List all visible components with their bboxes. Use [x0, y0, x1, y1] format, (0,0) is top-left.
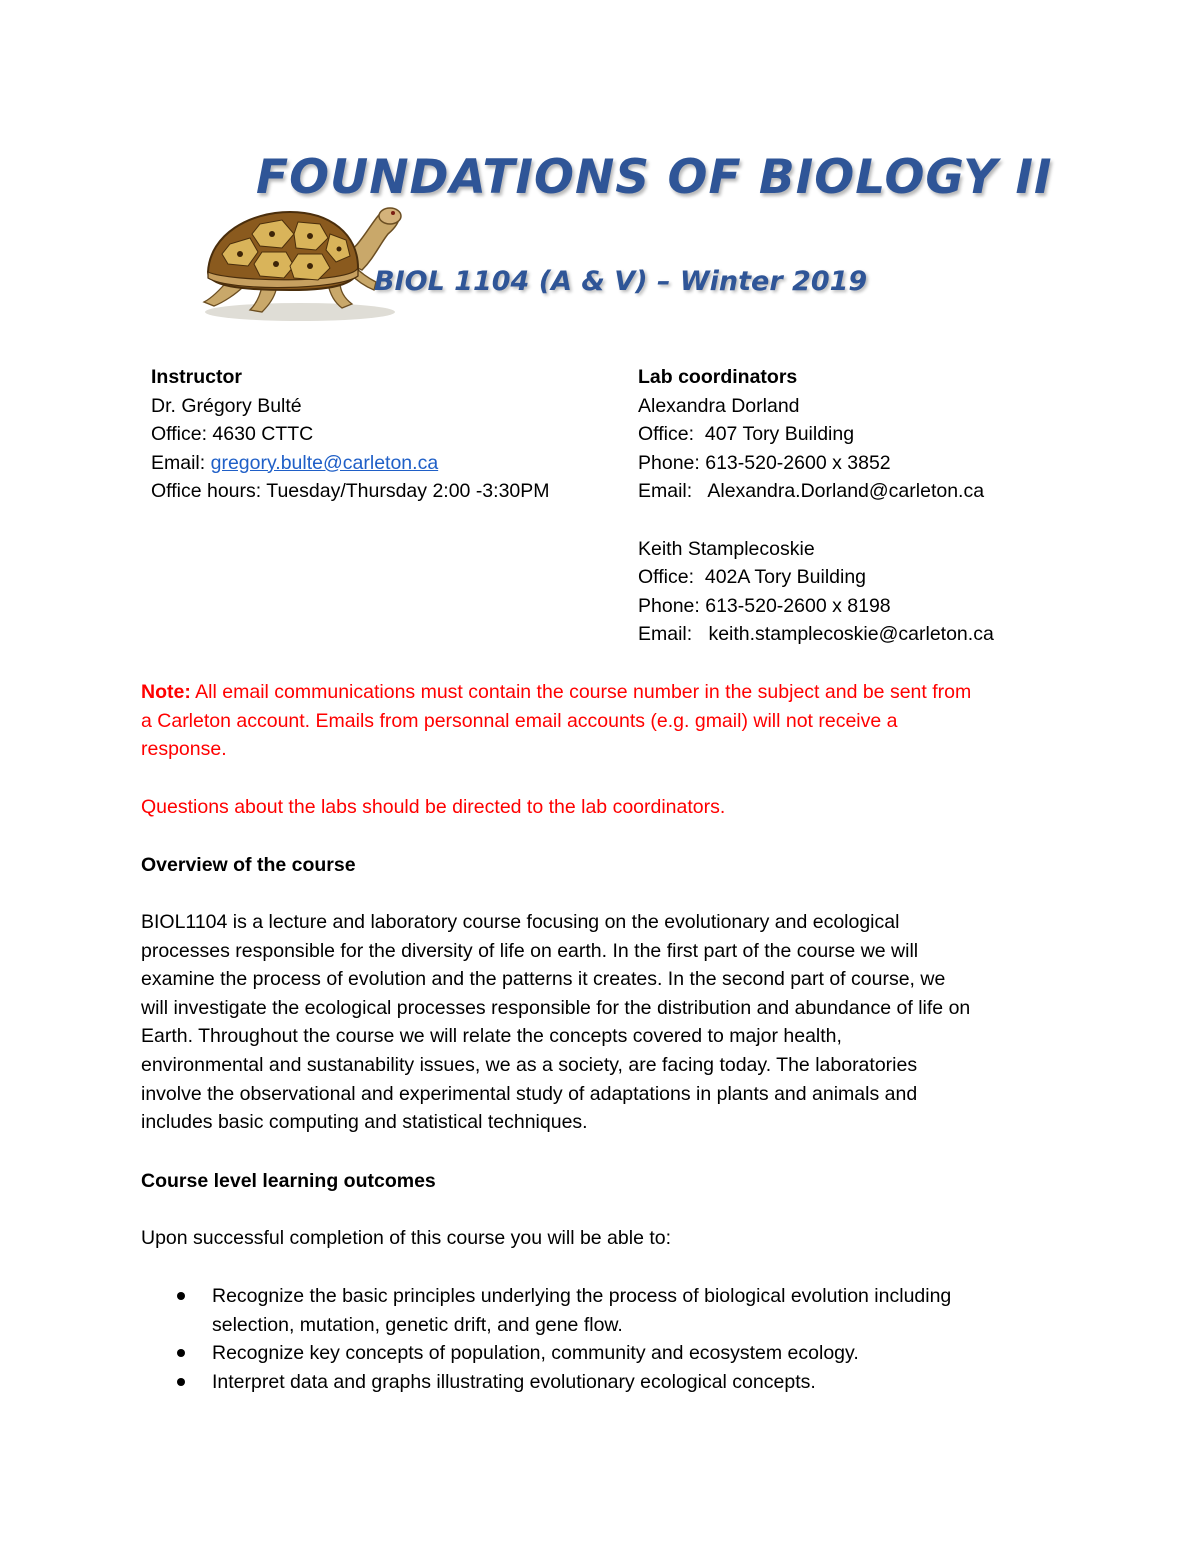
paragraph-line: involve the observational and experimental study of adaptations in plants and animals and [141, 1082, 918, 1105]
instructor-email-link[interactable]: gregory.bulte@carleton.ca [210, 451, 439, 474]
coordinator-phone-label: Phone: [638, 451, 700, 474]
coordinator-card [638, 392, 1098, 506]
note-label: Note: [141, 681, 191, 703]
outcomes-list [141, 1282, 1081, 1396]
bullet-icon [177, 1349, 185, 1357]
instructor-name: Dr. Grégory Bulté [151, 394, 302, 417]
coordinator-office-label: Office: [638, 423, 694, 446]
spacer [638, 506, 1098, 535]
note-text: All email communications must contain the course number in the subject and be sent from [190, 681, 972, 703]
course-banner-subtitle: BIOL 1104 (A & V) – Winter 2019 [374, 266, 868, 297]
overview-heading: Overview of the course [141, 854, 356, 876]
instructor-office-hours: Office hours: Tuesday/Thursday 2:00 -3:30PM [151, 480, 550, 503]
instructor-email-row [151, 449, 611, 478]
bullet-icon [177, 1292, 185, 1300]
coordinator-email[interactable]: keith.stamplecoskie@carleton.ca [708, 623, 994, 646]
coordinator-name: Alexandra Dorland [638, 394, 800, 417]
outcomes-intro: Upon successful completion of this course you will be able to: [141, 1227, 672, 1249]
paragraph-line: will investigate the ecological processes responsible for the distribution and abundance of life on [141, 996, 971, 1019]
coordinator-phone-label: Phone: [638, 594, 700, 617]
paragraph-line: environmental and sustanability issues, we as a society, are facing today. The laboratories [141, 1053, 918, 1076]
coordinator-name: Keith Stamplecoskie [638, 537, 815, 560]
lab-coordinators-block [638, 363, 1098, 649]
coordinator-office-row [638, 563, 1098, 592]
lab-coordinators-heading: Lab coordinators [638, 366, 798, 388]
coordinator-office: 402A Tory Building [704, 566, 867, 589]
paragraph-line: examine the process of evolution and the patterns it creates. In the second part of course, we [141, 968, 946, 991]
list-item [141, 1282, 1081, 1339]
coordinator-email-row [638, 620, 1098, 649]
lab-questions-note: Questions about the labs should be directed to the lab coordinators. [141, 796, 726, 818]
coordinator-phone: 613-520-2600 x 3852 [705, 451, 891, 474]
coordinator-phone-row [638, 592, 1098, 621]
note-line: a Carleton account. Emails from personnal email accounts (e.g. gmail) will not receive a [141, 709, 898, 732]
list-item-text: Interpret data and graphs illustrating evolutionary ecological concepts. [212, 1370, 816, 1393]
list-item [141, 1339, 1081, 1368]
note-line [141, 678, 1071, 707]
paragraph-line: processes responsible for the diversity of life on earth. In the first part of the course we will [141, 939, 919, 962]
instructor-email-label: Email: [151, 451, 211, 474]
coordinator-email-label: Email: [638, 480, 693, 503]
list-item-text: selection, mutation, genetic drift, and gene flow. [212, 1313, 623, 1336]
coordinator-office-row [638, 420, 1098, 449]
coordinator-email[interactable]: Alexandra.Dorland@carleton.ca [707, 480, 985, 503]
instructor-block [151, 363, 611, 506]
instructor-office: Office: 4630 CTTC [151, 423, 314, 446]
coordinator-office: 407 Tory Building [704, 423, 855, 446]
paragraph-line: Earth. Throughout the course we will relate the concepts covered to major health, [141, 1025, 842, 1048]
coordinator-phone-row [638, 449, 1098, 478]
coordinator-card [638, 535, 1098, 649]
coordinator-email-label: Email: [638, 623, 693, 646]
list-item-text: Recognize the basic principles underlying the process of biological evolution including [212, 1285, 952, 1307]
instructor-heading: Instructor [151, 366, 243, 388]
turtle-illustration-icon [190, 198, 410, 326]
email-note [141, 678, 1071, 764]
outcomes-heading: Course level learning outcomes [141, 1170, 436, 1192]
bullet-icon [177, 1378, 185, 1386]
coordinator-email-row [638, 477, 1098, 506]
note-line: response. [141, 738, 227, 761]
coordinator-phone: 613-520-2600 x 8198 [705, 594, 891, 617]
coordinator-office-label: Office: [638, 566, 694, 589]
overview-paragraph [141, 908, 1081, 1137]
list-item [141, 1368, 1081, 1397]
course-banner-title: FOUNDATIONS OF BIOLOGY II [256, 150, 1053, 205]
paragraph-line: includes basic computing and statistical techniques. [141, 1111, 588, 1134]
list-item-text: Recognize key concepts of population, community and ecosystem ecology. [212, 1342, 859, 1365]
paragraph-line: BIOL1104 is a lecture and laboratory course focusing on the evolutionary and ecological [141, 911, 900, 933]
